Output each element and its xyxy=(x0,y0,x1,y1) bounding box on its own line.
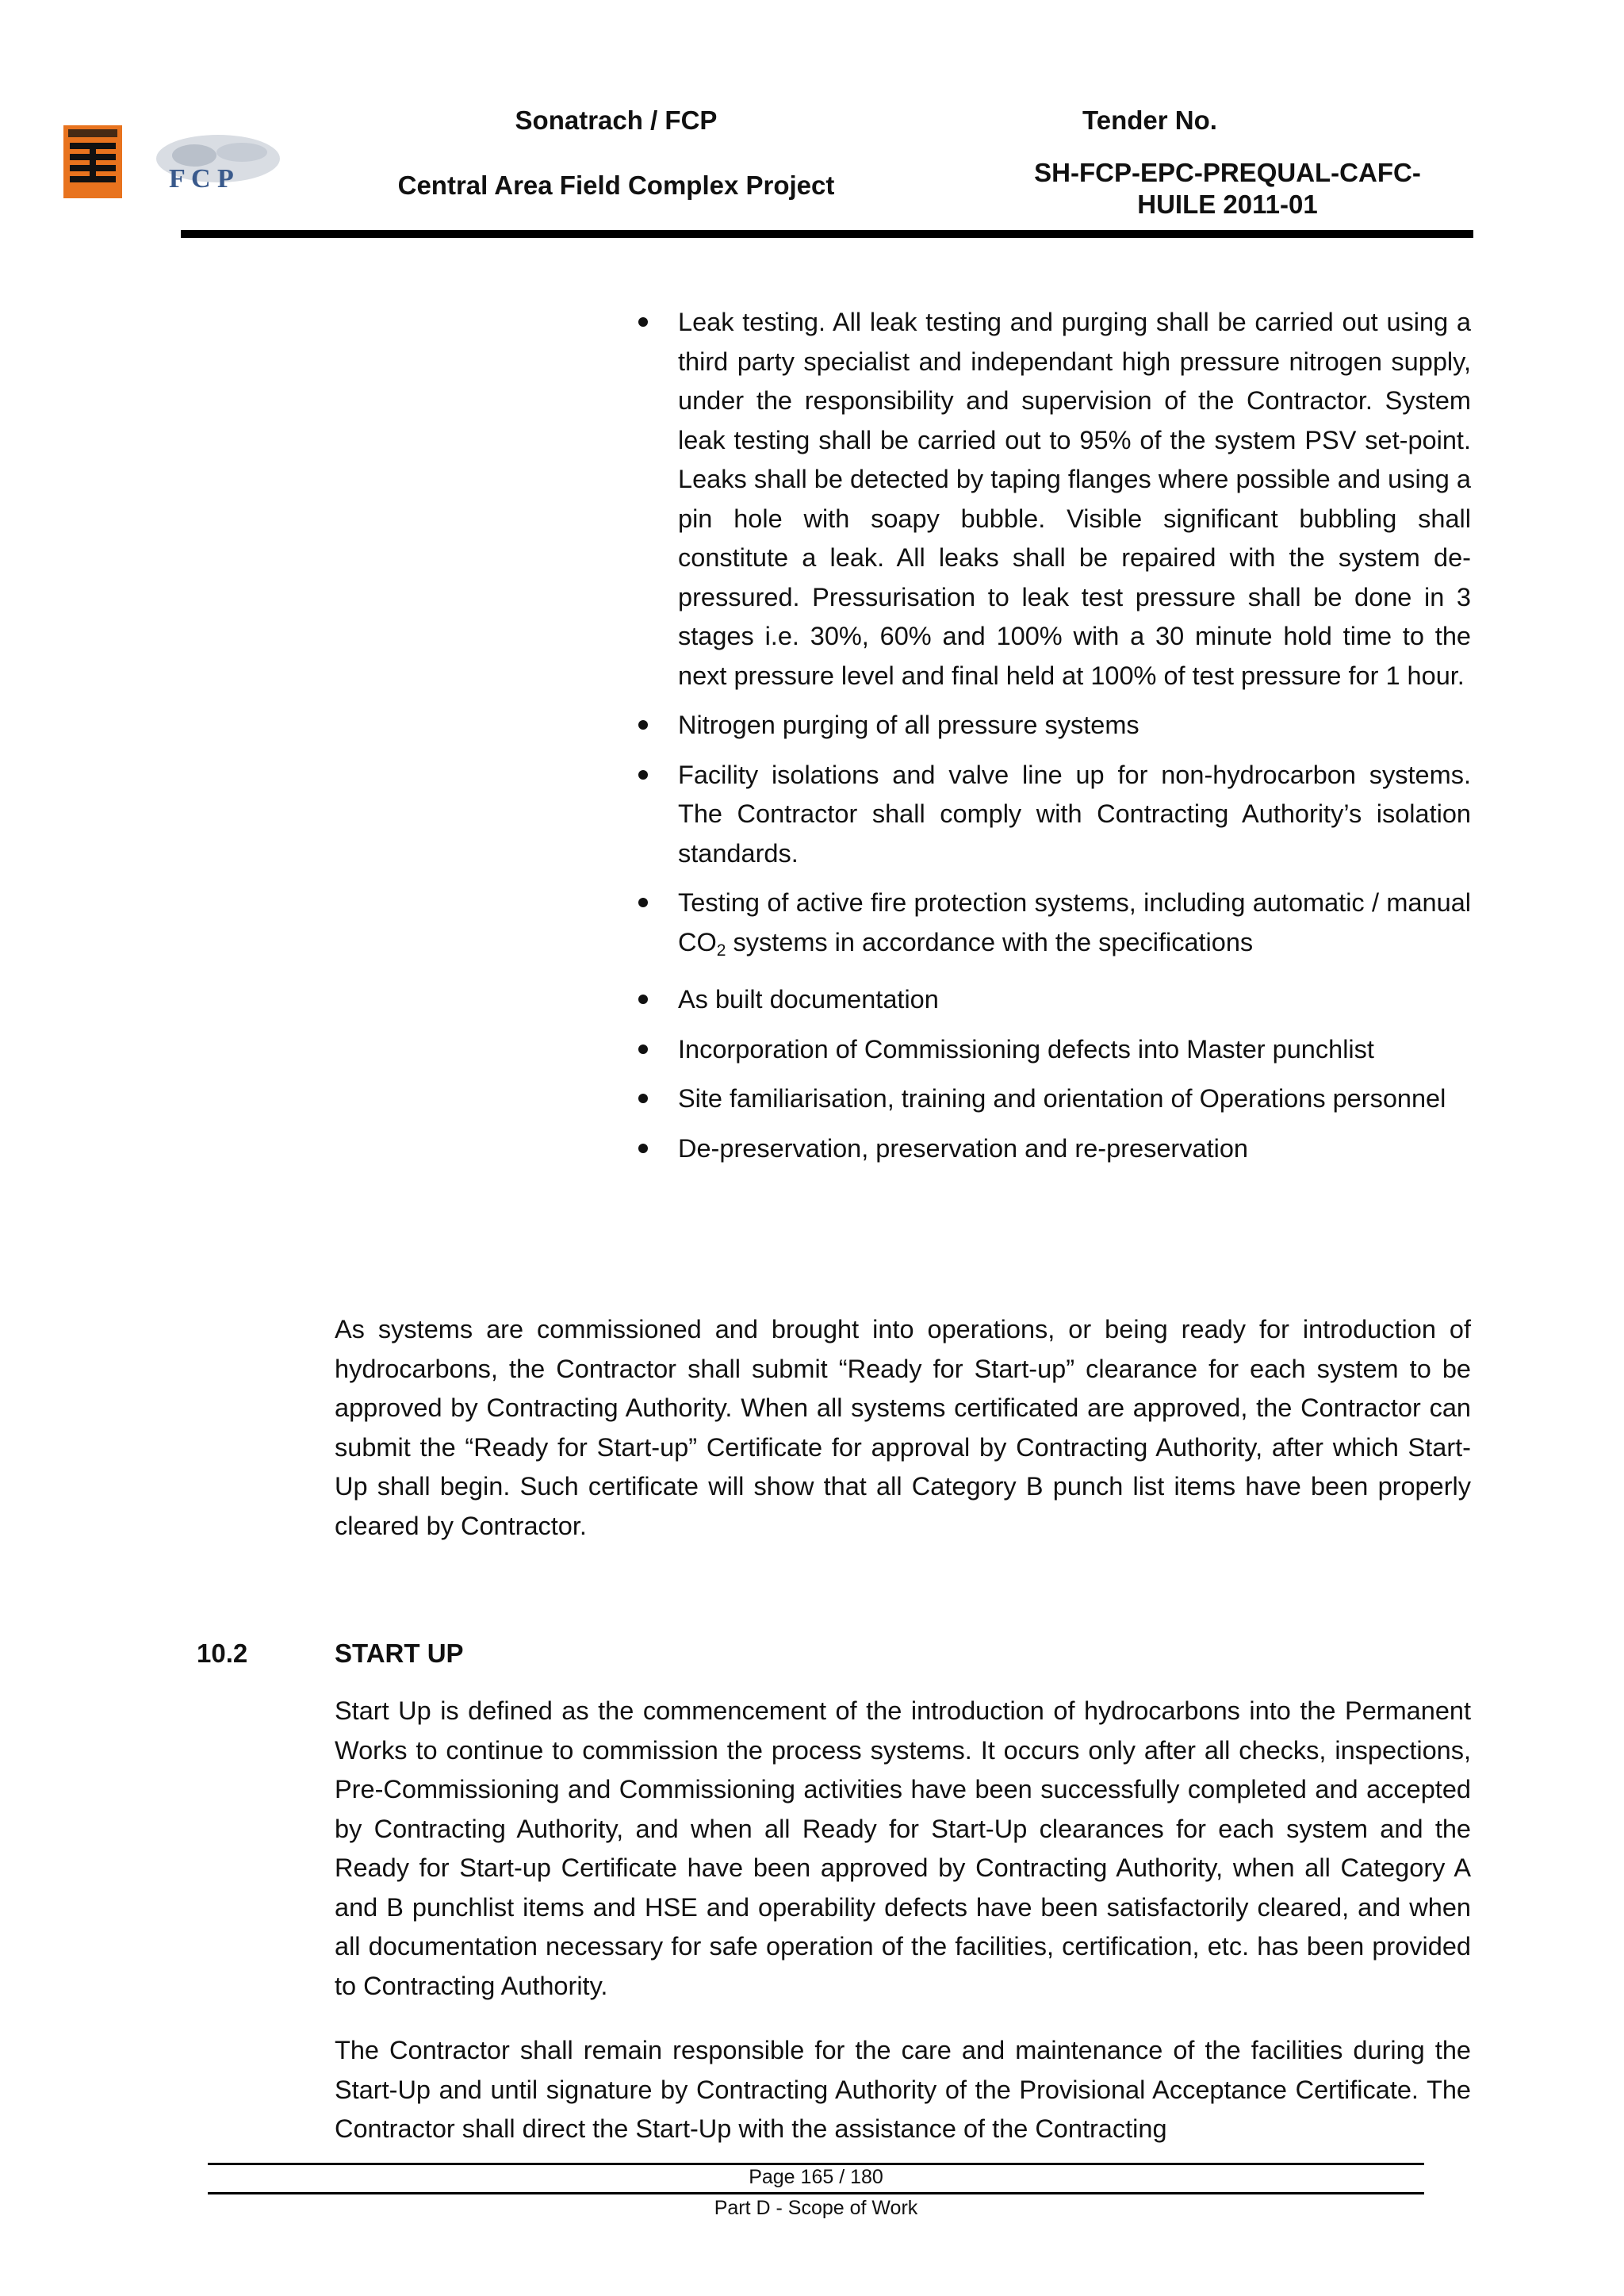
sonatrach-logo xyxy=(63,125,122,198)
footer-rule-bottom xyxy=(208,2192,1424,2194)
bullet-dot-icon xyxy=(638,995,648,1004)
bullet-item: Incorporation of Commissioning defects into Master punchlist xyxy=(638,1030,1471,1070)
section-paragraph: Start Up is defined as the commencement of the introduction of hydrocarbons into the Permanent Works to continue to commission the process systems. It occurs only after all checks, inspections, Pre-Commissioning and Commissioning activities have been successfully completed and accepted by Contracting Authority, and when all Ready for Start-Up clearances for each system and the Ready for Start-up Certificate have been approved by Contracting Authority, when all Category A and B punchlist items and HSE and operability defects have been satisfactorily cleared, and when all documentation necessary for safe operation of the facilities, certification, etc. has been provided to Contracting Authority. xyxy=(335,1696,1471,2000)
footer-rule-top xyxy=(208,2163,1424,2165)
bullet-dot-icon xyxy=(638,1094,648,1103)
commissioning-bullet-list xyxy=(638,303,1471,1179)
header-rule xyxy=(181,230,1473,238)
header-tender-label: Tender No. xyxy=(1082,105,1217,135)
bullet-item: De-preservation, preservation and re-preservation xyxy=(638,1129,1471,1169)
section-title: START UP xyxy=(335,1639,464,1668)
header-tender-number xyxy=(1017,157,1438,220)
bullet-item: Leak testing. All leak testing and purging shall be carried out using a third party specialist and independant high pressure nitrogen supply, under the responsibility and supervision of the Contractor. System leak testing shall be carried out to 95% of the system PSV set-point. Leaks shall be detected by taping flanges where possible and using a pin hole with soapy bubble. Visible significant bubbling shall constitute a leak. All leaks shall be repaired with the system de-pressured. Pressurisation to leak test pressure shall be done in 3 stages i.e. 30%, 60% and 100% with a 30 minute hold time to the next pressure level and final held at 100% of test pressure for 1 hour. xyxy=(638,303,1471,696)
bullet-dot-icon xyxy=(638,720,648,730)
bullet-item: As built documentation xyxy=(638,980,1471,1020)
fcp-logo xyxy=(147,125,289,205)
startup-clearance-paragraph: As systems are commissioned and brought into operations, or being ready for introduction of hydrocarbons, the Contractor shall submit “Ready for Start-up” clearance for each system to be approved by Contracting Authority. When all systems certificated are approved, the Contractor can submit the “Ready for Start-up” Certificate for approval by Contracting Authority, after which Start-Up shall begin. Such certificate will show that all Category B punch list items have been properly cleared by Contractor. xyxy=(335,1315,1471,1540)
bullet-dot-icon xyxy=(638,898,648,907)
bullet-item: Testing of active fire protection systems, including automatic / manual $CO_2$ systems in accordance with the specifications xyxy=(638,884,1471,970)
bullet-dot-icon xyxy=(638,317,648,327)
bullet-item: Facility isolations and valve line up for non-hydrocarbon systems. The Contractor shall comply with Contracting Authority’s isolation standards. xyxy=(638,756,1471,874)
tender-number-line-2: HUILE 2011-01 xyxy=(1137,190,1318,219)
section-paragraph: The Contractor shall remain responsible for the care and maintenance of the facilities during the Start-Up and until signature by Contracting Authority of the Provisional Acceptance Certificate. The Contractor shall direct the Start-Up with the assistance of the Contracting xyxy=(335,2036,1471,2143)
footer-page-number: Page 165 / 180 xyxy=(749,2166,883,2188)
header-company: Sonatrach / FCP xyxy=(515,105,718,135)
bullet-dot-icon xyxy=(638,1144,648,1153)
fcp-logo-text: F C P xyxy=(169,164,234,194)
tender-number-line-1: SH-FCP-EPC-PREQUAL-CAFC- xyxy=(1034,158,1421,187)
bullet-dot-icon xyxy=(638,1045,648,1054)
section-number: 10.2 xyxy=(197,1639,248,1668)
bullet-item: Nitrogen purging of all pressure systems xyxy=(638,706,1471,746)
footer-part-label: Part D - Scope of Work xyxy=(714,2197,918,2219)
bullet-dot-icon xyxy=(638,770,648,780)
bullet-item: Site familiarisation, training and orientation of Operations personnel xyxy=(638,1079,1471,1119)
header-project: Central Area Field Complex Project xyxy=(397,171,835,200)
